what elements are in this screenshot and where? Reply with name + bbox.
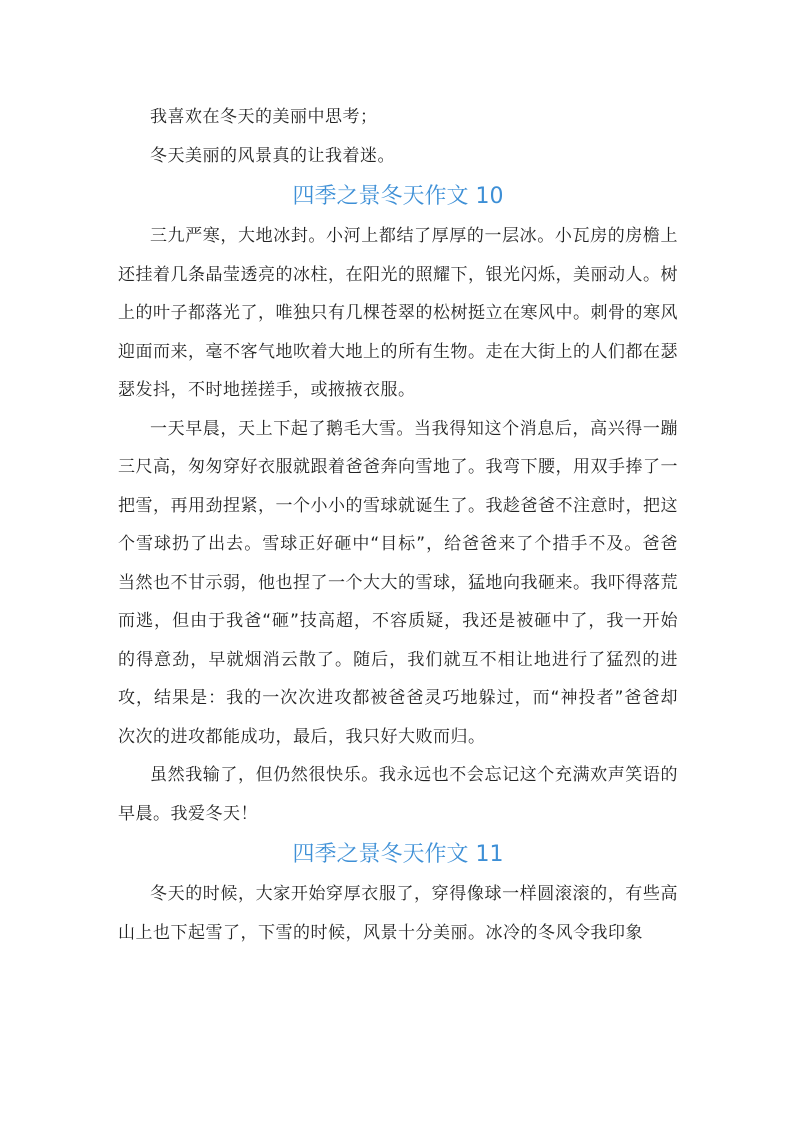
body-paragraph: 三九严寒，大地冰封。小河上都结了厚厚的一层冰。小瓦房的房檐上还挂着几条晶莹透亮的冰柱，在阳光的照耀下，银光闪烁，美丽动人。树上的叶子都落光了，唯独只有几棵苍翠的松树挺立在寒风中。刺骨的寒风迎面而来，毫不客气地吹着大地上的所有生物。走在大街上的人们都在瑟瑟发抖，不时地搓搓手，或掖掖衣服。 — [118, 226, 678, 400]
section-heading: 四季之景冬天作文 10 — [292, 184, 504, 209]
body-paragraph: 冬天的时候，大家开始穿厚衣服了，穿得像球一样圆滚滚的，有些高山上也下起雪了，下雪的时候，风景十分美丽。冰冷的冬风令我印象 — [118, 884, 678, 943]
body-line: 我喜欢在冬天的美丽中思考； — [150, 107, 378, 127]
document-page — [118, 98, 678, 952]
body-paragraph: 一天早晨，天上下起了鹅毛大雪。当我得知这个消息后，高兴得一蹦三尺高，匆匆穿好衣服就跟着爸爸奔向雪地了。我弯下腰，用双手捧了一把雪，再用劲捏紧，一个小小的雪球就诞生了。我趁爸爸不注意时，把这个雪球扔了出去。雪球正好砸中“目标”，给爸爸来了个措手不及。爸爸当然也不甘示弱，他也捏了一个大大的雪球，猛地向我砸来。我吓得落荒而逃，但由于我爸“砸”技高超，不容质疑，我还是被砸中了，我一开始的得意劲，早就烟消云散了。随后，我们就互不相让地进行了猛烈的进攻，结果是：我的一次次进攻都被爸爸灵巧地躲过，而“神投者”爸爸却次次的进攻都能成功，最后，我只好大败而归。 — [118, 418, 678, 747]
body-line: 冬天美丽的风景真的让我着迷。 — [150, 145, 395, 166]
section-heading: 四季之景冬天作文 11 — [292, 842, 504, 867]
body-paragraph: 虽然我输了，但仍然很快乐。我永远也不会忘记这个充满欢声笑语的早晨。我爱冬天！ — [118, 765, 678, 824]
